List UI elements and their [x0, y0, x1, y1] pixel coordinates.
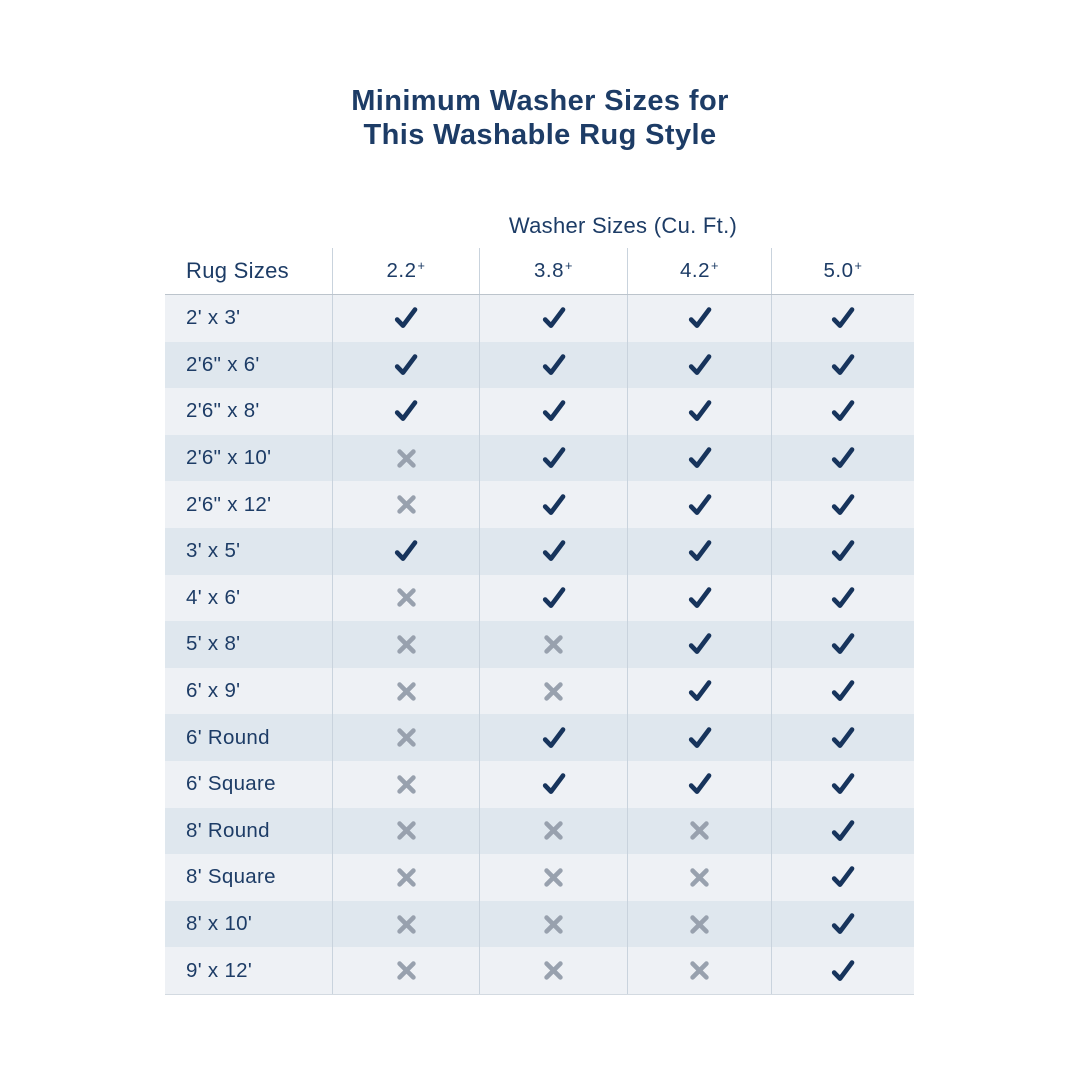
- check-icon: [540, 397, 568, 425]
- cell-compatible: [627, 621, 771, 668]
- cell-compatible: [771, 761, 914, 808]
- check-icon: [686, 444, 714, 472]
- row-label: 3' x 5': [186, 539, 241, 563]
- cell-compatible: [627, 435, 771, 482]
- page-title-line2: This Washable Rug Style: [363, 119, 717, 151]
- column-header-3.8: [479, 248, 627, 294]
- table-body: [165, 295, 914, 995]
- cell-compatible: [627, 575, 771, 622]
- cell-not-compatible: [332, 435, 479, 482]
- cross-icon: [395, 493, 418, 516]
- cross-icon: [542, 633, 565, 656]
- table-row: [165, 575, 914, 622]
- cross-icon: [395, 913, 418, 936]
- cell-compatible: [479, 481, 627, 528]
- cross-icon: [395, 959, 418, 982]
- cell-not-compatible: [627, 901, 771, 948]
- cross-icon: [395, 633, 418, 656]
- page-title: [0, 84, 1080, 152]
- table-row: [165, 481, 914, 528]
- cell-not-compatible: [479, 621, 627, 668]
- column-header-value: 4.2: [680, 259, 711, 282]
- cell-compatible: [332, 295, 479, 342]
- cell-compatible: [479, 388, 627, 435]
- check-icon: [540, 351, 568, 379]
- cell-not-compatible: [332, 575, 479, 622]
- check-icon: [829, 351, 857, 379]
- row-label: 9' x 12': [186, 958, 253, 982]
- cross-icon: [395, 680, 418, 703]
- check-icon: [540, 537, 568, 565]
- cell-compatible: [332, 342, 479, 389]
- rug-sizes-header: Rug Sizes: [186, 258, 289, 283]
- cross-icon: [688, 959, 711, 982]
- check-icon: [540, 491, 568, 519]
- cross-icon: [688, 913, 711, 936]
- cell-not-compatible: [627, 854, 771, 901]
- cross-icon: [395, 586, 418, 609]
- cell-not-compatible: [479, 901, 627, 948]
- check-icon: [829, 491, 857, 519]
- row-label: 2'6" x 6': [186, 352, 260, 376]
- cell-compatible: [771, 808, 914, 855]
- page-title-line1: Minimum Washer Sizes for: [351, 85, 729, 117]
- row-label: 6' Round: [186, 725, 270, 749]
- column-header-value: 2.2: [386, 259, 417, 282]
- column-header-2.2: [332, 248, 479, 294]
- check-icon: [540, 770, 568, 798]
- table-row: [165, 621, 914, 668]
- cell-not-compatible: [479, 947, 627, 994]
- column-header-4.2: [627, 248, 771, 294]
- check-icon: [829, 584, 857, 612]
- row-label: 6' x 9': [186, 679, 241, 703]
- cell-compatible: [627, 295, 771, 342]
- cell-compatible: [627, 481, 771, 528]
- cross-icon: [395, 866, 418, 889]
- cell-not-compatible: [332, 668, 479, 715]
- cell-not-compatible: [332, 714, 479, 761]
- cell-compatible: [771, 575, 914, 622]
- table-row: [165, 808, 914, 855]
- check-icon: [686, 351, 714, 379]
- table-row: [165, 947, 914, 994]
- row-label: 6' Square: [186, 772, 276, 796]
- check-icon: [829, 630, 857, 658]
- table-row: [165, 761, 914, 808]
- cell-compatible: [627, 714, 771, 761]
- cell-not-compatible: [479, 808, 627, 855]
- cross-icon: [395, 819, 418, 842]
- table-row: [165, 388, 914, 435]
- cross-icon: [542, 913, 565, 936]
- check-icon: [686, 584, 714, 612]
- cell-compatible: [627, 528, 771, 575]
- cell-compatible: [771, 621, 914, 668]
- cell-compatible: [479, 575, 627, 622]
- plus-suffix: +: [565, 258, 573, 274]
- cross-icon: [542, 866, 565, 889]
- table-row: [165, 295, 914, 342]
- table-header-row: [165, 248, 914, 295]
- row-label: 8' Round: [186, 818, 270, 842]
- check-icon: [540, 304, 568, 332]
- cell-compatible: [479, 528, 627, 575]
- cell-compatible: [771, 947, 914, 994]
- cell-compatible: [771, 388, 914, 435]
- table-row: [165, 668, 914, 715]
- cell-compatible: [332, 528, 479, 575]
- cross-icon: [395, 726, 418, 749]
- check-icon: [686, 537, 714, 565]
- cell-compatible: [771, 668, 914, 715]
- row-label: 4' x 6': [186, 585, 241, 609]
- check-icon: [829, 910, 857, 938]
- cell-not-compatible: [479, 668, 627, 715]
- cell-compatible: [771, 528, 914, 575]
- row-label: 2' x 3': [186, 306, 241, 330]
- table-row: [165, 854, 914, 901]
- row-label: 2'6" x 8': [186, 399, 260, 423]
- cross-icon: [395, 447, 418, 470]
- check-icon: [829, 770, 857, 798]
- cell-compatible: [627, 342, 771, 389]
- washer-size-table: [165, 210, 914, 995]
- cell-compatible: [771, 481, 914, 528]
- cell-not-compatible: [627, 808, 771, 855]
- check-icon: [829, 957, 857, 985]
- cell-not-compatible: [332, 481, 479, 528]
- row-label: 2'6" x 12': [186, 492, 272, 516]
- table-row: [165, 528, 914, 575]
- cross-icon: [542, 959, 565, 982]
- check-icon: [392, 537, 420, 565]
- cell-not-compatible: [332, 761, 479, 808]
- plus-suffix: +: [711, 258, 719, 274]
- check-icon: [392, 304, 420, 332]
- cell-not-compatible: [627, 947, 771, 994]
- cross-icon: [688, 866, 711, 889]
- cross-icon: [395, 773, 418, 796]
- check-icon: [540, 584, 568, 612]
- check-icon: [829, 817, 857, 845]
- cell-not-compatible: [479, 854, 627, 901]
- column-header-value: 5.0: [823, 259, 854, 282]
- column-header-5.0: [771, 248, 914, 294]
- cell-compatible: [479, 342, 627, 389]
- plus-suffix: +: [417, 258, 426, 274]
- cross-icon: [542, 680, 565, 703]
- check-icon: [686, 770, 714, 798]
- row-label: 5' x 8': [186, 632, 241, 656]
- cell-compatible: [332, 388, 479, 435]
- washer-sizes-group-header: Washer Sizes (Cu. Ft.): [508, 213, 738, 238]
- check-icon: [540, 444, 568, 472]
- check-icon: [686, 630, 714, 658]
- check-icon: [686, 397, 714, 425]
- check-icon: [686, 677, 714, 705]
- cell-compatible: [479, 295, 627, 342]
- check-icon: [829, 444, 857, 472]
- cell-compatible: [771, 435, 914, 482]
- check-icon: [829, 397, 857, 425]
- cell-not-compatible: [332, 621, 479, 668]
- cell-compatible: [627, 761, 771, 808]
- cross-icon: [542, 819, 565, 842]
- table-row: [165, 901, 914, 948]
- cell-compatible: [627, 388, 771, 435]
- cell-compatible: [479, 761, 627, 808]
- column-header-value: 3.8: [534, 259, 565, 282]
- check-icon: [829, 863, 857, 891]
- check-icon: [829, 304, 857, 332]
- check-icon: [829, 537, 857, 565]
- check-icon: [392, 351, 420, 379]
- cell-not-compatible: [332, 808, 479, 855]
- row-label: 8' Square: [186, 865, 276, 889]
- check-icon: [392, 397, 420, 425]
- cell-compatible: [771, 714, 914, 761]
- plus-suffix: +: [854, 258, 863, 274]
- cell-compatible: [627, 668, 771, 715]
- check-icon: [829, 724, 857, 752]
- cell-compatible: [771, 901, 914, 948]
- cell-compatible: [479, 435, 627, 482]
- row-label: 8' x 10': [186, 912, 253, 936]
- cell-compatible: [771, 342, 914, 389]
- cell-compatible: [479, 714, 627, 761]
- row-label: 2'6" x 10': [186, 446, 272, 470]
- check-icon: [540, 724, 568, 752]
- cell-not-compatible: [332, 854, 479, 901]
- cell-compatible: [771, 295, 914, 342]
- cell-not-compatible: [332, 947, 479, 994]
- table-row: [165, 342, 914, 389]
- table-row: [165, 435, 914, 482]
- check-icon: [686, 491, 714, 519]
- check-icon: [829, 677, 857, 705]
- cell-compatible: [771, 854, 914, 901]
- table-row: [165, 714, 914, 761]
- cross-icon: [688, 819, 711, 842]
- check-icon: [686, 724, 714, 752]
- cell-not-compatible: [332, 901, 479, 948]
- check-icon: [686, 304, 714, 332]
